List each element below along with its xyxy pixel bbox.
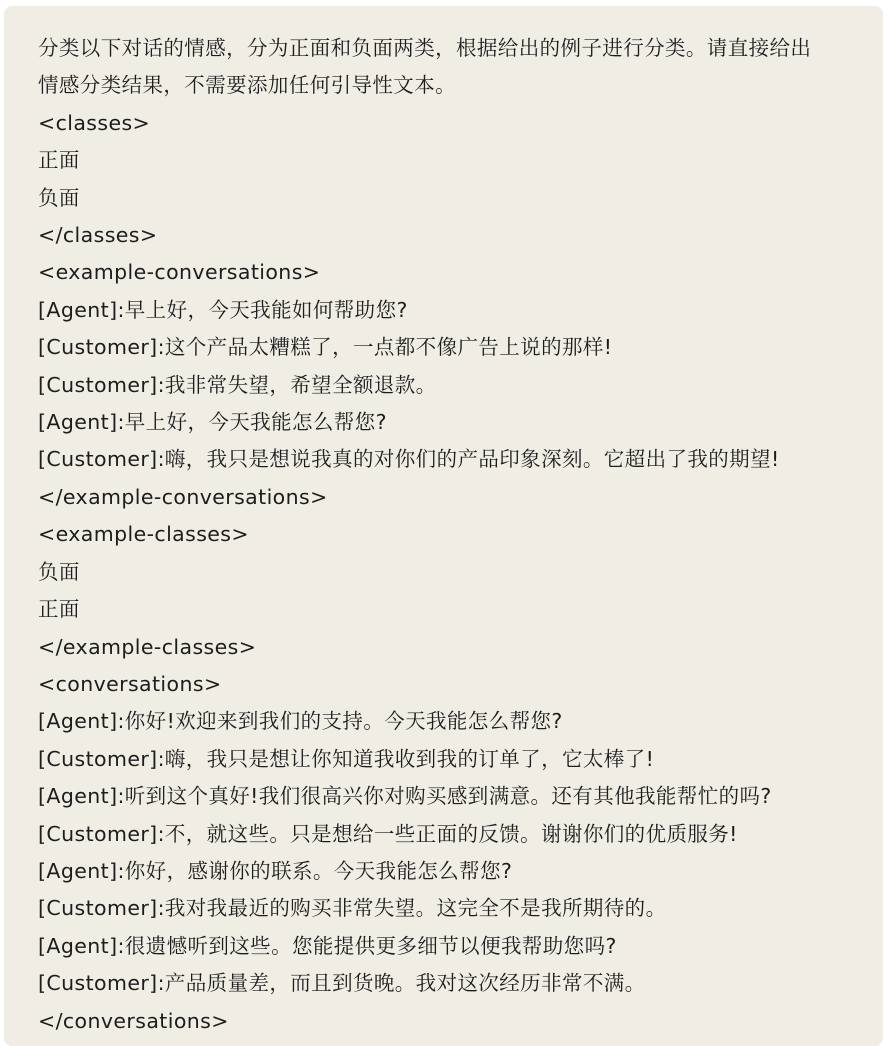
example-conversations-open-tag: <example-conversations> <box>38 260 321 285</box>
conversation-line: [Customer]:不，就这些。只是想给一些正面的反馈。谢谢你们的优质服务! <box>38 821 738 846</box>
conversation-line: [Agent]:很遗憾听到这些。您能提供更多细节以便我帮助您吗? <box>38 933 617 958</box>
example-conversation-line: [Customer]:我非常失望，希望全额退款。 <box>38 372 437 397</box>
example-classes-close-tag: </example-classes> <box>38 634 257 659</box>
prompt-line: 分类以下对话的情感，分为正面和负面两类，根据给出的例子进行分类。请直接给出 <box>38 36 812 60</box>
conversation-line: [Agent]:你好!欢迎来到我们的支持。今天我能怎么帮您? <box>38 709 563 734</box>
classes-open-tag: <classes> <box>38 110 151 135</box>
example-conversations-close-tag: </example-conversations> <box>38 484 328 509</box>
classes-close-tag: </classes> <box>38 223 158 248</box>
conversation-line: [Customer]:嗨，我只是想让你知道我收到我的订单了，它太棒了! <box>38 746 655 771</box>
prompt-text-block <box>4 6 883 1046</box>
prompt-line: 情感分类结果，不需要添加任何引导性文本。 <box>38 73 456 98</box>
example-class-item: 负面 <box>38 559 80 584</box>
conversation-line: [Agent]:你好，感谢你的联系。今天我能怎么帮您? <box>38 858 513 883</box>
conversation-line: [Customer]:产品质量差，而且到货晚。我对这次经历非常不满。 <box>38 971 646 996</box>
example-conversation-line: [Agent]:早上好，今天我能怎么帮您? <box>38 410 387 435</box>
class-item: 负面 <box>38 185 80 210</box>
example-class-item: 正面 <box>38 597 80 622</box>
example-conversation-line: [Customer]:这个产品太糟糕了，一点都不像广告上说的那样! <box>38 335 613 360</box>
conversations-close-tag: </conversations> <box>38 1008 229 1033</box>
conversation-line: [Customer]:我对我最近的购买非常失望。这完全不是我所期待的。 <box>38 896 667 921</box>
example-classes-open-tag: <example-classes> <box>38 522 249 547</box>
example-conversation-line: [Agent]:早上好，今天我能如何帮助您? <box>38 297 408 322</box>
conversations-open-tag: <conversations> <box>38 671 222 696</box>
conversation-line: [Agent]:听到这个真好!我们很高兴你对购买感到满意。还有其他我能帮忙的吗? <box>38 784 772 809</box>
class-item: 正面 <box>38 148 80 173</box>
example-conversation-line: [Customer]:嗨，我只是想说我真的对你们的产品印象深刻。它超出了我的期望! <box>38 447 780 472</box>
